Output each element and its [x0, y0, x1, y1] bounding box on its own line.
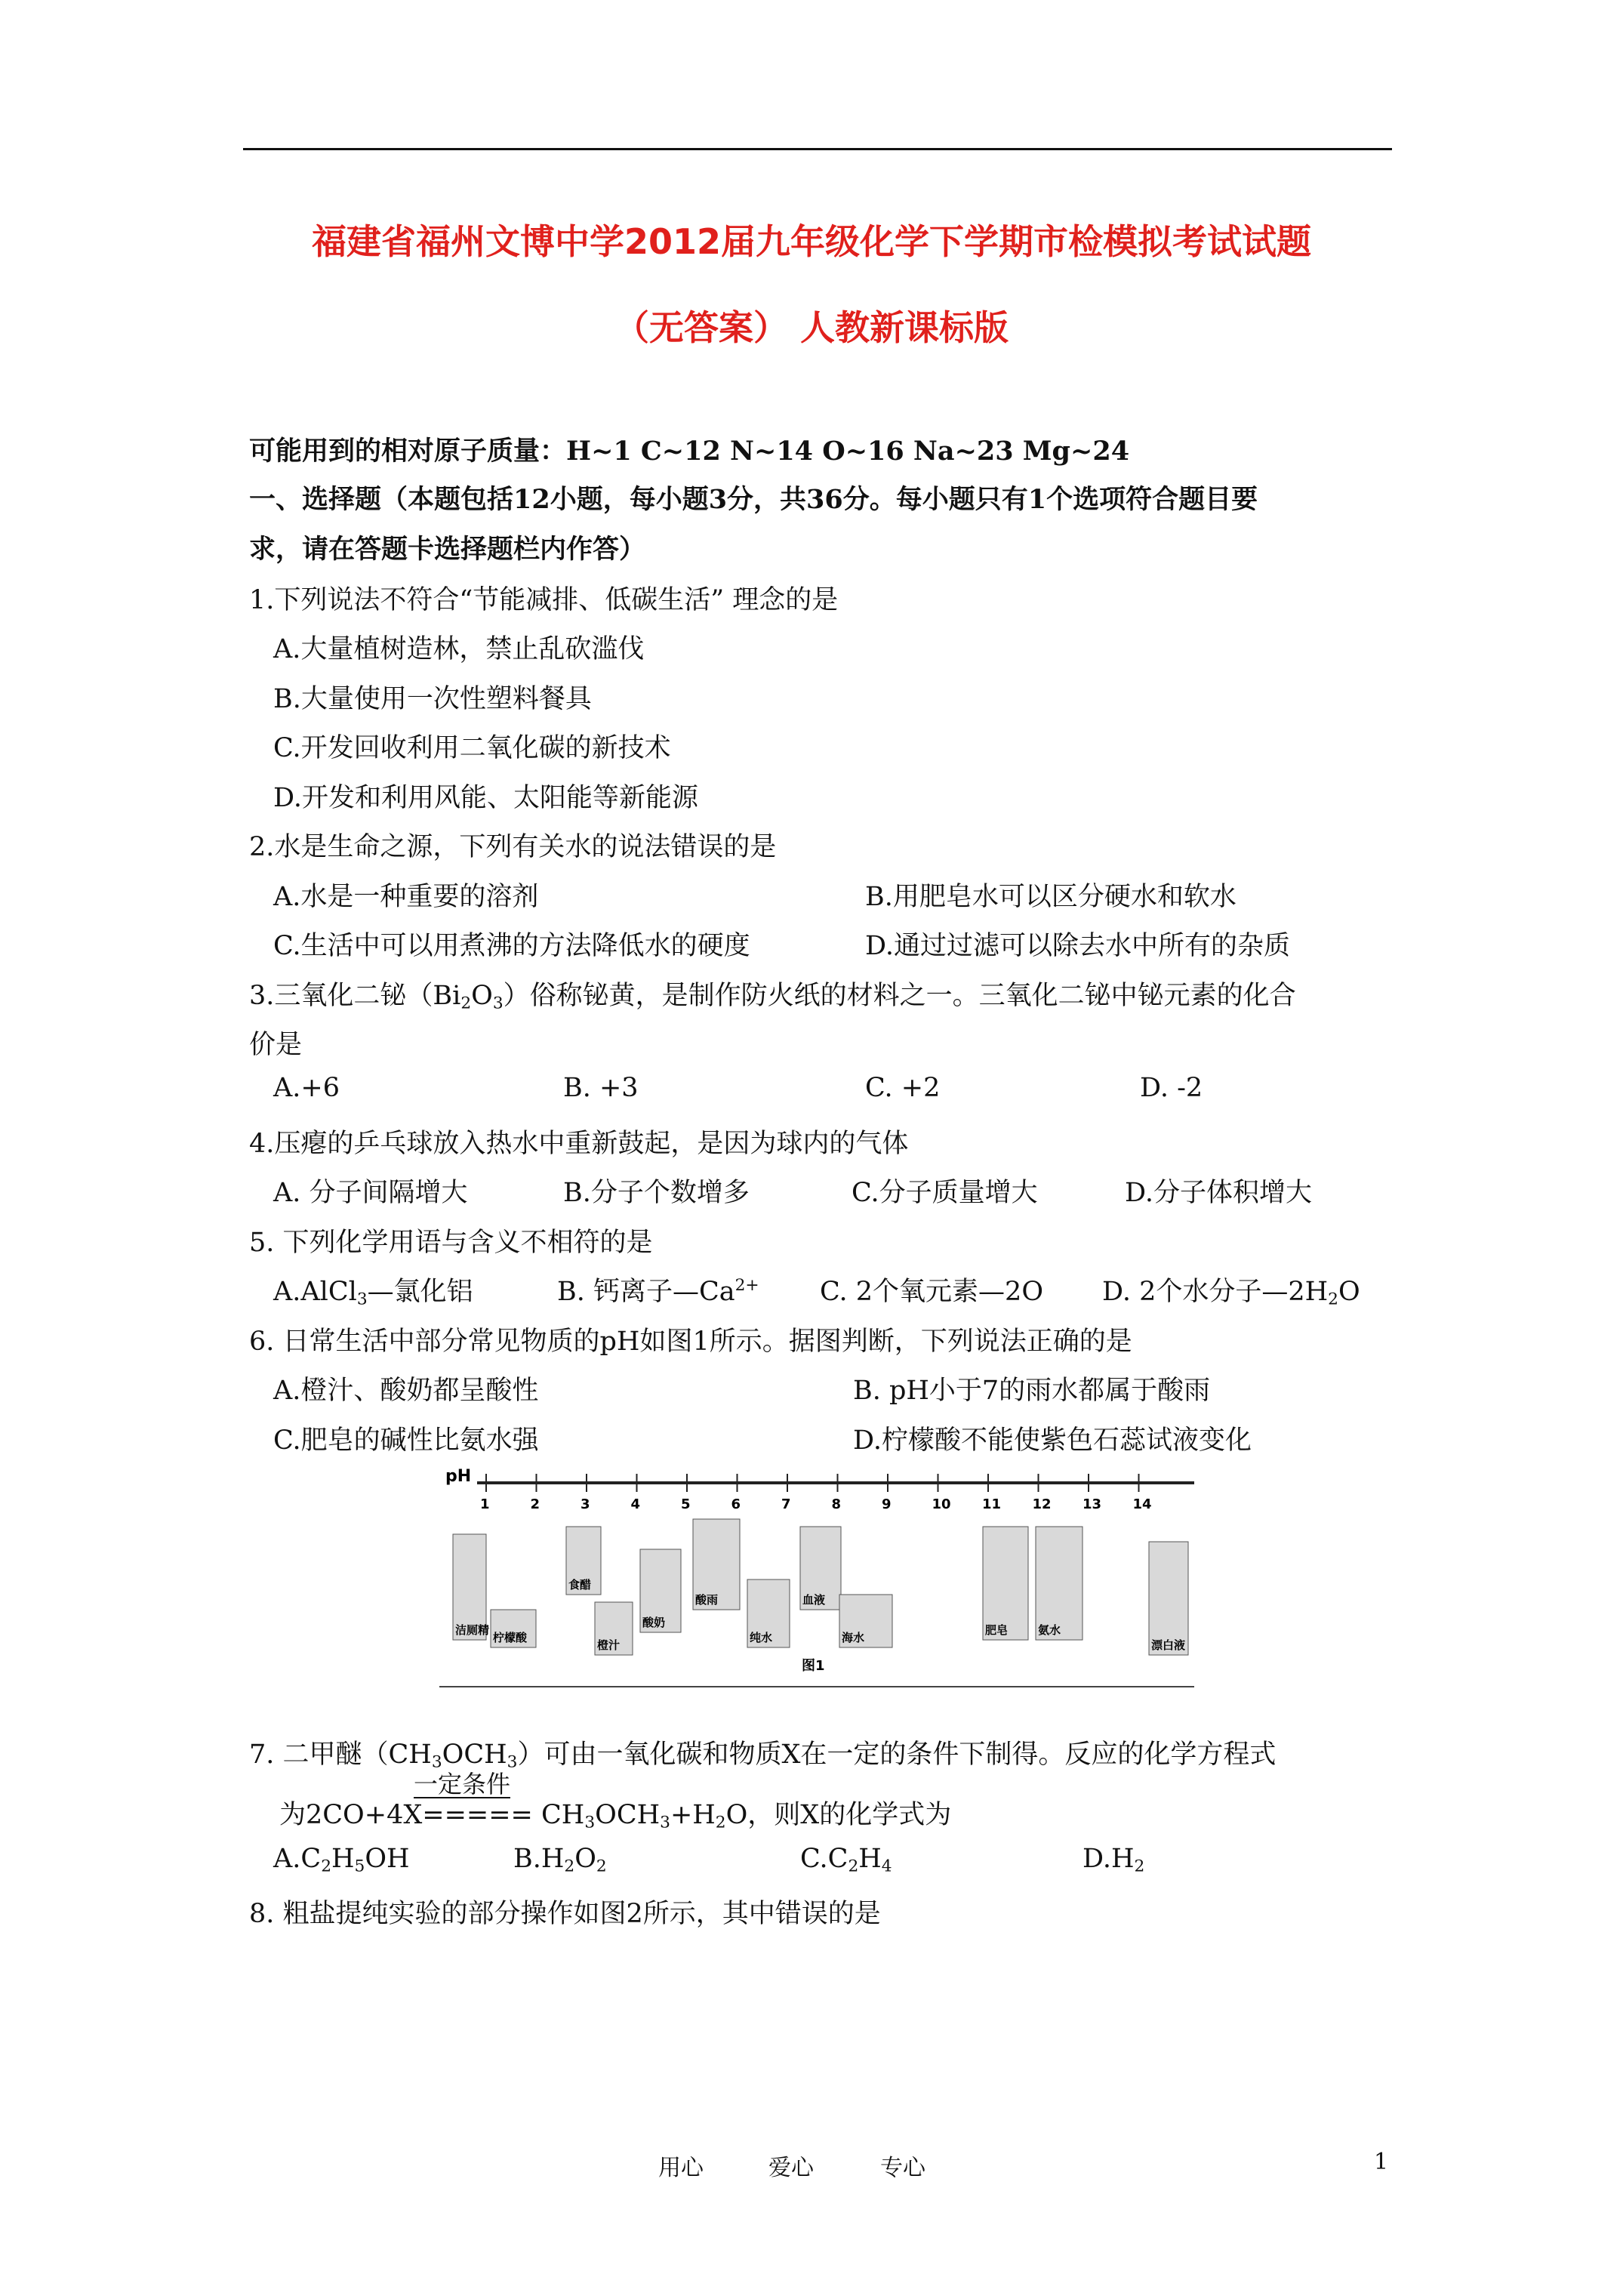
title-line1: 福建省福州文博中学2012届九年级化学下学期市检模拟考试试题	[311, 221, 1312, 262]
q3-option-a: A.+6	[273, 1073, 340, 1103]
q3-stem: 3.三氧化二铋$(Bi_2O_3)$俗称铋黄，是制作防火纸的材料之一。三氧化二铋中铋元素的化合	[249, 981, 1296, 1013]
q6-option-c: C.肥皂的碱性比氨水强	[273, 1425, 539, 1456]
ph-scale-figure	[439, 1466, 1194, 1700]
q3-option-b: B. +3	[563, 1073, 639, 1103]
ph-item	[595, 1602, 633, 1655]
q6-option-a: A.橙汁、酸奶都呈酸性	[273, 1376, 539, 1406]
ph-tick-label: 14	[1132, 1496, 1152, 1512]
section1-line1: 一、选择题（本题包括12小题，每小题3分，共36分。每小题只有1个选项符合题目要	[249, 484, 1258, 515]
q2-stem: 2.水是生命之源，下列有关水的说法错误的是	[249, 832, 777, 862]
q7-reaction-condition: 一定条件	[414, 1770, 511, 1798]
ph-tick-label: 9	[882, 1496, 892, 1512]
page-number: 1	[1374, 2149, 1389, 2175]
ph-tick-label: 6	[731, 1496, 741, 1512]
ph-item	[839, 1595, 892, 1647]
ph-item-label: 漂白液	[1151, 1638, 1186, 1652]
ph-item-label: 酸奶	[642, 1616, 666, 1629]
ph-item-label: 海水	[842, 1631, 865, 1644]
q4-option-b: B.分子个数增多	[563, 1178, 750, 1208]
ph-item	[693, 1519, 740, 1610]
ph-item-label: 血液	[802, 1593, 826, 1607]
q5-option-c: C. 2个氧元素—2O	[820, 1277, 1044, 1307]
ph-tick-label: 10	[932, 1496, 951, 1512]
ph-tick-label: 5	[681, 1496, 691, 1512]
ph-item-label: 纯水	[750, 1631, 773, 1644]
q3-option-d: D. -2	[1140, 1073, 1203, 1103]
q7-option-d: $D.H_2$	[1083, 1844, 1145, 1876]
q2-option-d: D.通过过滤可以除去水中所有的杂质	[865, 931, 1290, 961]
q6-stem: 6. 日常生活中部分常见物质的pH如图1所示。据图判断，下列说法正确的是	[249, 1327, 1132, 1357]
ph-item	[640, 1549, 681, 1632]
q1-option-b: B.大量使用一次性塑料餐具	[273, 684, 592, 714]
footer-slogan-3: 专心	[880, 2155, 925, 2181]
ph-item	[747, 1579, 790, 1647]
q2-option-c: C.生活中可以用煮沸的方法降低水的硬度	[273, 931, 750, 961]
ph-item	[800, 1527, 841, 1610]
ph-item	[491, 1610, 536, 1647]
figure-caption: 图1	[802, 1658, 825, 1674]
ph-item-label: 酸雨	[695, 1593, 719, 1607]
q5-option-a: A.AlCl$_3$—氯化铝	[273, 1277, 473, 1309]
ph-item-label: 柠檬酸	[493, 1631, 528, 1644]
q7-option-a: $A.C_2H_5OH$	[273, 1844, 410, 1876]
ph-item-label: 橙汁	[597, 1638, 621, 1652]
header-rule	[243, 148, 1392, 150]
ph-ticks	[480, 1474, 1152, 1512]
ph-items	[453, 1519, 1188, 1655]
q4-option-d: D.分子体积增大	[1125, 1178, 1312, 1208]
q7-stem: 7. 二甲醚$(CH_3OCH_3)$可由一氧化碳和物质X在一定的条件下制得。反应的化学方程式	[249, 1740, 1277, 1772]
q7-option-b: $B.H_2O_2$	[513, 1844, 607, 1876]
ph-tick-label: 12	[1032, 1496, 1052, 1512]
section1-line2: 求，请在答题卡选择题栏内作答）	[249, 534, 646, 565]
q8-stem: 8. 粗盐提纯实验的部分操作如图2所示，其中错误的是	[249, 1899, 881, 1929]
ph-item	[1149, 1542, 1188, 1655]
ph-tick-label: 11	[982, 1496, 1002, 1512]
ph-item	[1036, 1527, 1083, 1640]
q5-option-d: D. 2个水分子$—2H_2O$	[1102, 1277, 1360, 1309]
q6-option-b: B. pH小于7的雨水都属于酸雨	[853, 1376, 1211, 1406]
q1-option-d: D.开发和利用风能、太阳能等新能源	[273, 783, 698, 813]
ph-tick-label: 2	[530, 1496, 540, 1512]
q5-stem: 5. 下列化学用语与含义不相符的是	[249, 1228, 653, 1258]
q4-option-a: A. 分子间隔增大	[273, 1178, 468, 1208]
q7-option-c: $C.C_2H_4$	[800, 1844, 892, 1876]
q3-option-c: C. +2	[865, 1073, 941, 1103]
ph-tick-label: 1	[480, 1496, 490, 1512]
ph-item-label: 氨水	[1038, 1623, 1061, 1637]
ph-item-label: 洁厕精	[455, 1623, 490, 1637]
q4-option-c: C.分子质量增大	[852, 1178, 1038, 1208]
q3-stem-line2: 价是	[249, 1030, 303, 1060]
ph-item-label: 肥皂	[985, 1623, 1009, 1637]
q7-equation: 为$2CO+4X===== CH_3OCH_3+H_2O$，则X的化学式为	[279, 1800, 952, 1832]
ph-item	[983, 1527, 1028, 1640]
q2-option-b: B.用肥皂水可以区分硬水和软水	[865, 882, 1236, 912]
ph-tick-label: 4	[630, 1496, 641, 1512]
q1-option-a: A.大量植树造林，禁止乱砍滥伐	[273, 634, 645, 664]
q4-stem: 4.压瘪的乒乓球放入热水中重新鼓起，是因为球内的气体	[249, 1129, 909, 1159]
q1-stem: 1.下列说法不符合“节能减排、低碳生活” 理念的是	[249, 585, 839, 615]
ph-axis-label: pH	[445, 1467, 472, 1486]
q2-option-a: A.水是一种重要的溶剂	[273, 882, 539, 912]
ph-tick-label: 7	[781, 1496, 791, 1512]
atomic-masses: 可能用到的相对原子质量：H~1 C~12 N~14 O~16 Na~23 Mg~24	[249, 436, 1130, 467]
q6-option-d: D.柠檬酸不能使紫色石蕊试液变化	[853, 1425, 1252, 1456]
ph-item-label: 食醋	[568, 1578, 592, 1592]
title-line2: （无答案） 人教新课标版	[614, 307, 1009, 348]
ph-item	[453, 1534, 489, 1640]
ph-tick-label: 13	[1083, 1496, 1102, 1512]
footer-slogan-2: 爱心	[768, 2155, 814, 2181]
footer-slogan-1: 用心	[658, 2155, 704, 2181]
ph-item	[566, 1527, 601, 1595]
q5-option-b: B. 钙离子$—Ca^{2+}$	[557, 1275, 759, 1307]
ph-tick-label: 3	[581, 1496, 590, 1512]
q1-option-c: C.开发回收利用二氧化碳的新技术	[273, 733, 671, 763]
ph-tick-label: 8	[831, 1496, 842, 1512]
